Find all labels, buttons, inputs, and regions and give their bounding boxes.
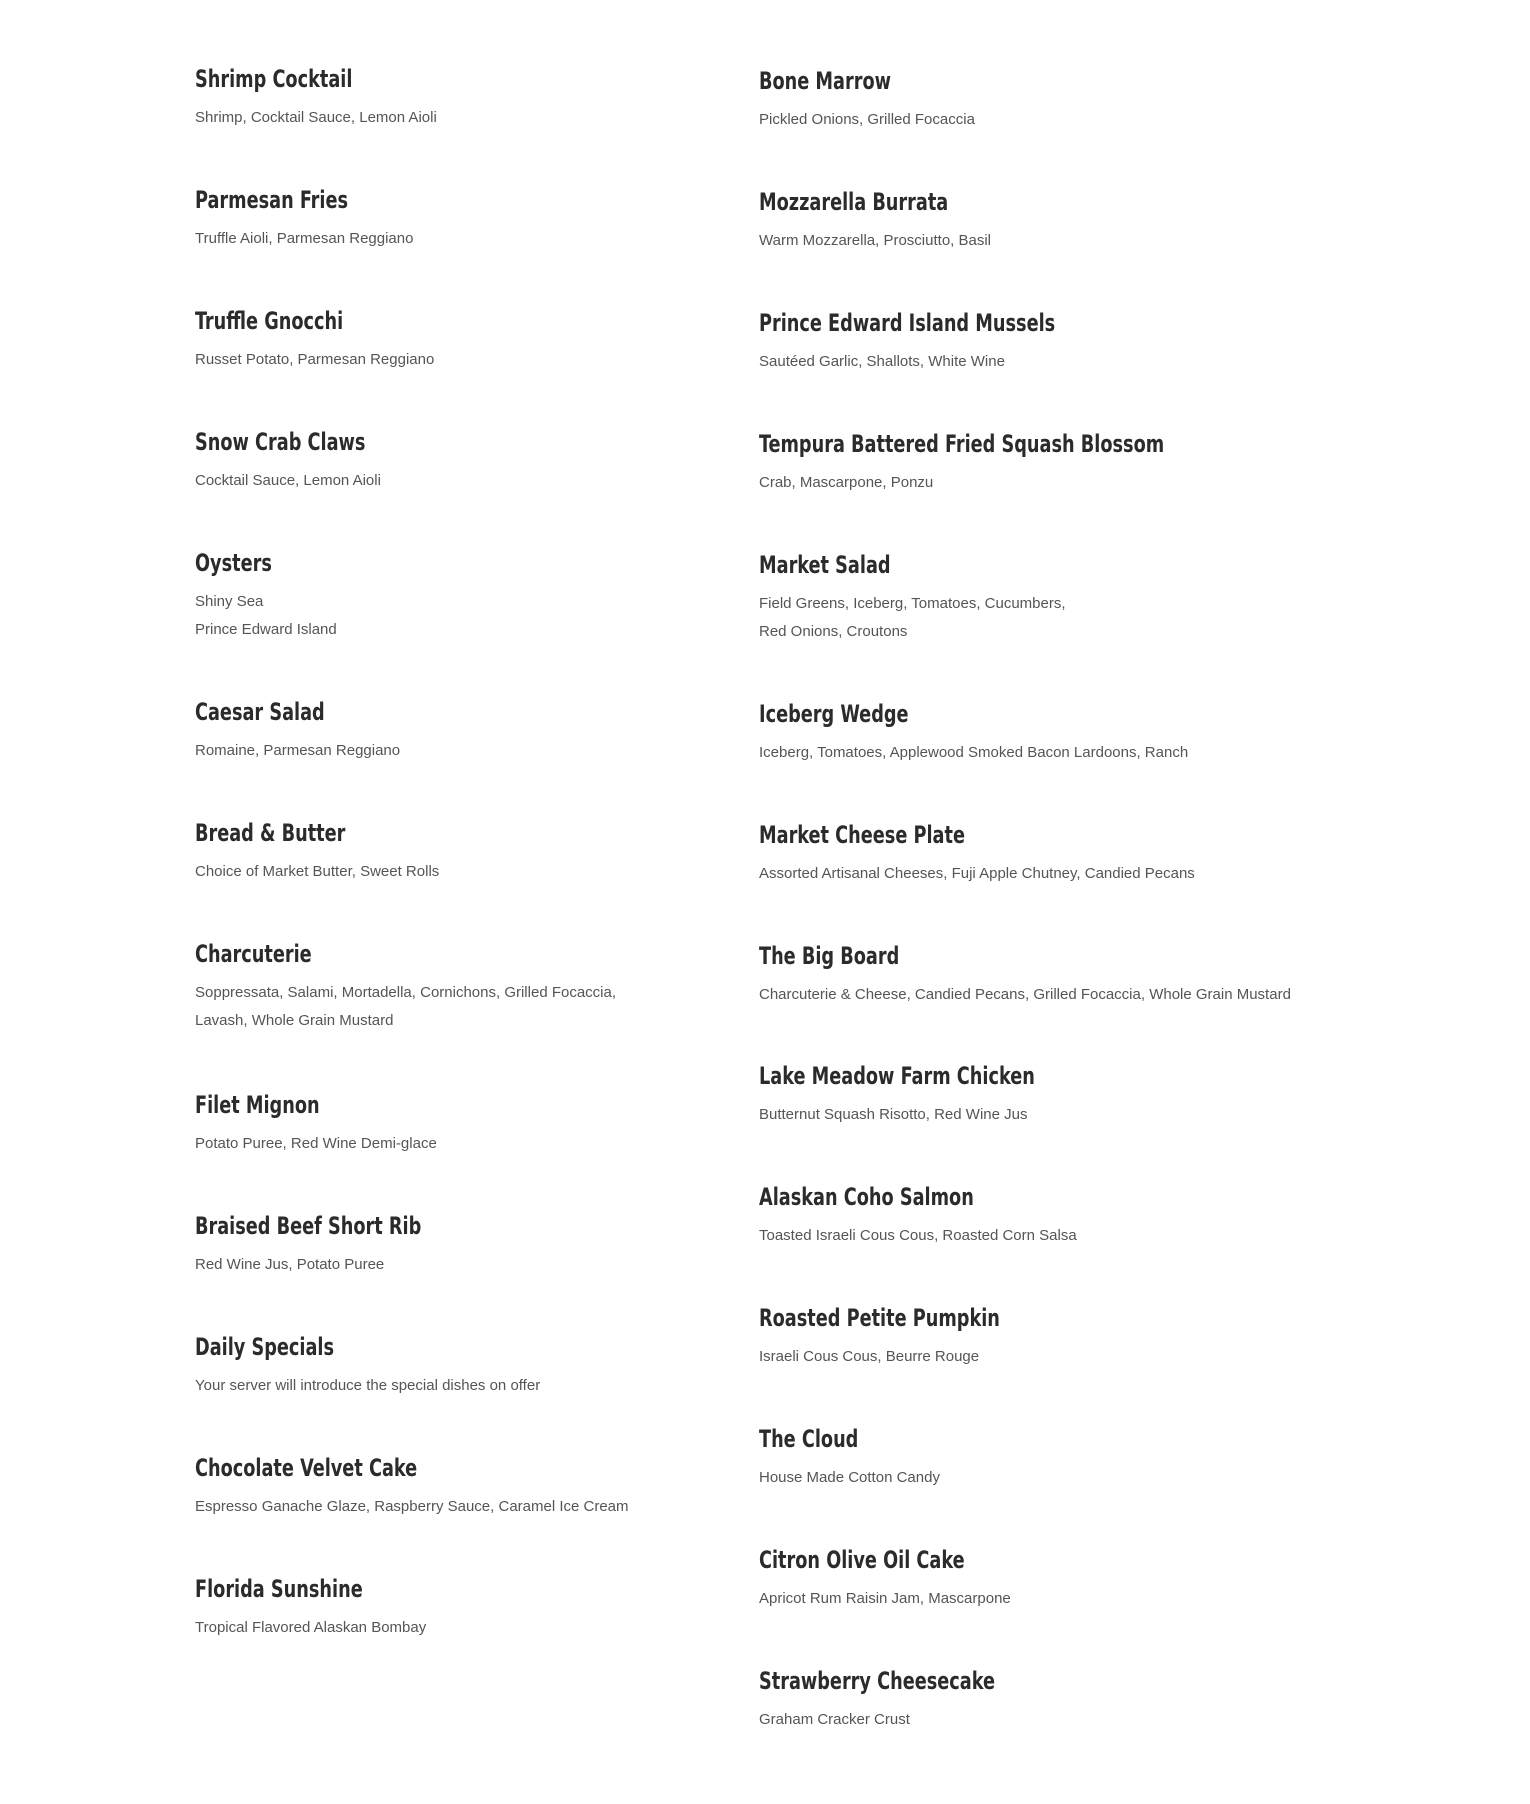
menu-item-filet-mignon [195,1090,815,1158]
menu-item-strawberry-cheesecake [759,1666,1379,1734]
menu-item-name: Oysters [195,549,272,577]
menu-item-name: Strawberry Cheesecake [759,1667,995,1695]
menu-item-bread-and-butter [195,818,815,886]
menu-item-shrimp-cocktail [195,64,815,132]
menu-item-prince-edward-island-mussels [759,308,1379,376]
menu-item-description [759,1101,1379,1129]
menu-item-citron-olive-oil-cake [759,1545,1379,1613]
menu-item-alaskan-coho-salmon [759,1182,1379,1250]
menu-item-description-line: Israeli Cous Cous, Beurre Rouge [759,1348,980,1365]
menu-item-description [759,1706,1379,1734]
menu-item-name: Snow Crab Claws [195,428,366,456]
menu-item-description [195,979,815,1035]
menu-item-description [759,590,1379,646]
menu-item-name: Parmesan Fries [195,186,349,214]
menu-item-florida-sunshine [195,1574,815,1642]
menu-item-description-line: Prince Edward Island [195,621,337,638]
menu-item-caesar-salad [195,697,815,765]
menu-item-name: Iceberg Wedge [759,700,909,728]
menu-item-description [195,1130,815,1158]
menu-item-name: Roasted Petite Pumpkin [759,1304,1000,1332]
menu-item-name: Citron Olive Oil Cake [759,1546,965,1574]
menu-item-description-line: Warm Mozzarella, Prosciutto, Basil [759,232,992,249]
menu-item-description-line: Butternut Squash Risotto, Red Wine Jus [759,1106,1028,1123]
menu-item-description [195,1493,815,1521]
menu-item-roasted-petite-pumpkin [759,1303,1379,1371]
menu-item-name: Truffle Gnocchi [195,307,344,335]
menu-item-description-line: Assorted Artisanal Cheeses, Fuji Apple Chutney, Candied Pecans [759,865,1195,882]
menu-item-description-line: Apricot Rum Raisin Jam, Mascarpone [759,1590,1011,1607]
menu-item-description [759,1343,1379,1371]
menu-item-description [195,1614,815,1642]
menu-item-name: Market Cheese Plate [759,821,965,849]
menu-item-description [195,737,815,765]
menu-item-description-line: Crab, Mascarpone, Ponzu [759,474,934,491]
menu-item-description-line: Graham Cracker Crust [759,1711,910,1728]
menu-item-market-salad [759,550,1379,646]
menu-item-name: Lake Meadow Farm Chicken [759,1062,1035,1090]
menu-item-description [195,1372,815,1400]
menu-item-truffle-gnocchi [195,306,815,374]
menu-item-description-line: Pickled Onions, Grilled Focaccia [759,111,975,128]
menu-item-description [195,346,815,374]
menu-item-snow-crab-claws [195,427,815,495]
menu-item-name: Bread & Butter [195,819,346,847]
menu-item-daily-specials [195,1332,815,1400]
menu-item-description-line: Tropical Flavored Alaskan Bombay [195,1619,427,1636]
menu-item-name: Daily Specials [195,1333,335,1361]
menu-item-iceberg-wedge [759,699,1379,767]
menu-item-tempura-battered-fried-squash-blossom [759,429,1379,497]
menu-item-description [759,981,1379,1009]
menu-item-the-cloud [759,1424,1379,1492]
menu-item-description-line: Espresso Ganache Glaze, Raspberry Sauce, Caramel Ice Cream [195,1498,629,1515]
menu-item-description-line: Your server will introduce the special dishes on offer [195,1377,541,1394]
menu-item-description [195,588,815,644]
menu-item-description-line: Iceberg, Tomatoes, Applewood Smoked Bacon Lardoons, Ranch [759,744,1189,761]
menu-item-description-line: Toasted Israeli Cous Cous, Roasted Corn Salsa [759,1227,1077,1244]
menu-item-description-line: Field Greens, Iceberg, Tomatoes, Cucumbers, [759,595,1066,612]
menu-item-the-big-board [759,941,1379,1009]
menu-item-name: Braised Beef Short Rib [195,1212,422,1240]
menu-item-name: Chocolate Velvet Cake [195,1454,418,1482]
menu-item-description [759,1222,1379,1250]
menu-item-lake-meadow-farm-chicken [759,1061,1379,1129]
menu-item-description [759,348,1379,376]
menu-item-description [195,225,815,253]
menu-item-description [759,469,1379,497]
menu-item-description [759,860,1379,888]
menu-item-market-cheese-plate [759,820,1379,888]
menu-item-name: Filet Mignon [195,1091,320,1119]
menu-item-name: Alaskan Coho Salmon [759,1183,974,1211]
menu-item-name: The Big Board [759,942,900,970]
menu-item-description-line: Romaine, Parmesan Reggiano [195,742,401,759]
menu-item-name: Prince Edward Island Mussels [759,309,1056,337]
menu-item-charcuterie [195,939,815,1035]
menu-item-name: Florida Sunshine [195,1575,363,1603]
menu-item-description [759,1585,1379,1613]
menu-item-description-line: Russet Potato, Parmesan Reggiano [195,351,435,368]
menu-item-name: Bone Marrow [759,67,891,95]
menu-item-description-line: Shiny Sea [195,593,264,610]
menu-item-name: Mozzarella Burrata [759,188,949,216]
menu-item-description [759,106,1379,134]
menu-item-description-line: Truffle Aioli, Parmesan Reggiano [195,230,414,247]
menu-item-description-line: Cocktail Sauce, Lemon Aioli [195,472,381,489]
menu-item-description-line: Lavash, Whole Grain Mustard [195,1012,394,1029]
menu-item-description-line: House Made Cotton Candy [759,1469,940,1486]
menu-item-name: Charcuterie [195,940,312,968]
menu-item-description [195,104,815,132]
menu-item-chocolate-velvet-cake [195,1453,815,1521]
menu-item-name: Caesar Salad [195,698,325,726]
menu-item-name: Tempura Battered Fried Squash Blossom [759,430,1165,458]
menu-item-description [759,227,1379,255]
menu-item-description-line: Sautéed Garlic, Shallots, White Wine [759,353,1005,370]
menu-item-description [759,739,1379,767]
menu-item-mozzarella-burrata [759,187,1379,255]
menu-item-name: Shrimp Cocktail [195,65,353,93]
menu-item-description-line: Potato Puree, Red Wine Demi-glace [195,1135,437,1152]
menu-item-description-line: Choice of Market Butter, Sweet Rolls [195,863,440,880]
menu-item-bone-marrow [759,66,1379,134]
menu-item-description-line: Red Wine Jus, Potato Puree [195,1256,385,1273]
menu-item-description [195,1251,815,1279]
menu-item-description [759,1464,1379,1492]
menu-item-description [195,858,815,886]
menu-item-description-line: Soppressata, Salami, Mortadella, Cornichons, Grilled Focaccia, [195,984,617,1001]
menu-item-name: Market Salad [759,551,891,579]
menu-item-oysters [195,548,815,644]
menu-item-parmesan-fries [195,185,815,253]
menu-item-description-line: Charcuterie & Cheese, Candied Pecans, Grilled Focaccia, Whole Grain Mustard [759,986,1291,1003]
menu-item-braised-beef-short-rib [195,1211,815,1279]
menu-item-name: The Cloud [759,1425,859,1453]
menu-item-description [195,467,815,495]
menu-item-description-line: Red Onions, Croutons [759,623,908,640]
menu-item-description-line: Shrimp, Cocktail Sauce, Lemon Aioli [195,109,437,126]
